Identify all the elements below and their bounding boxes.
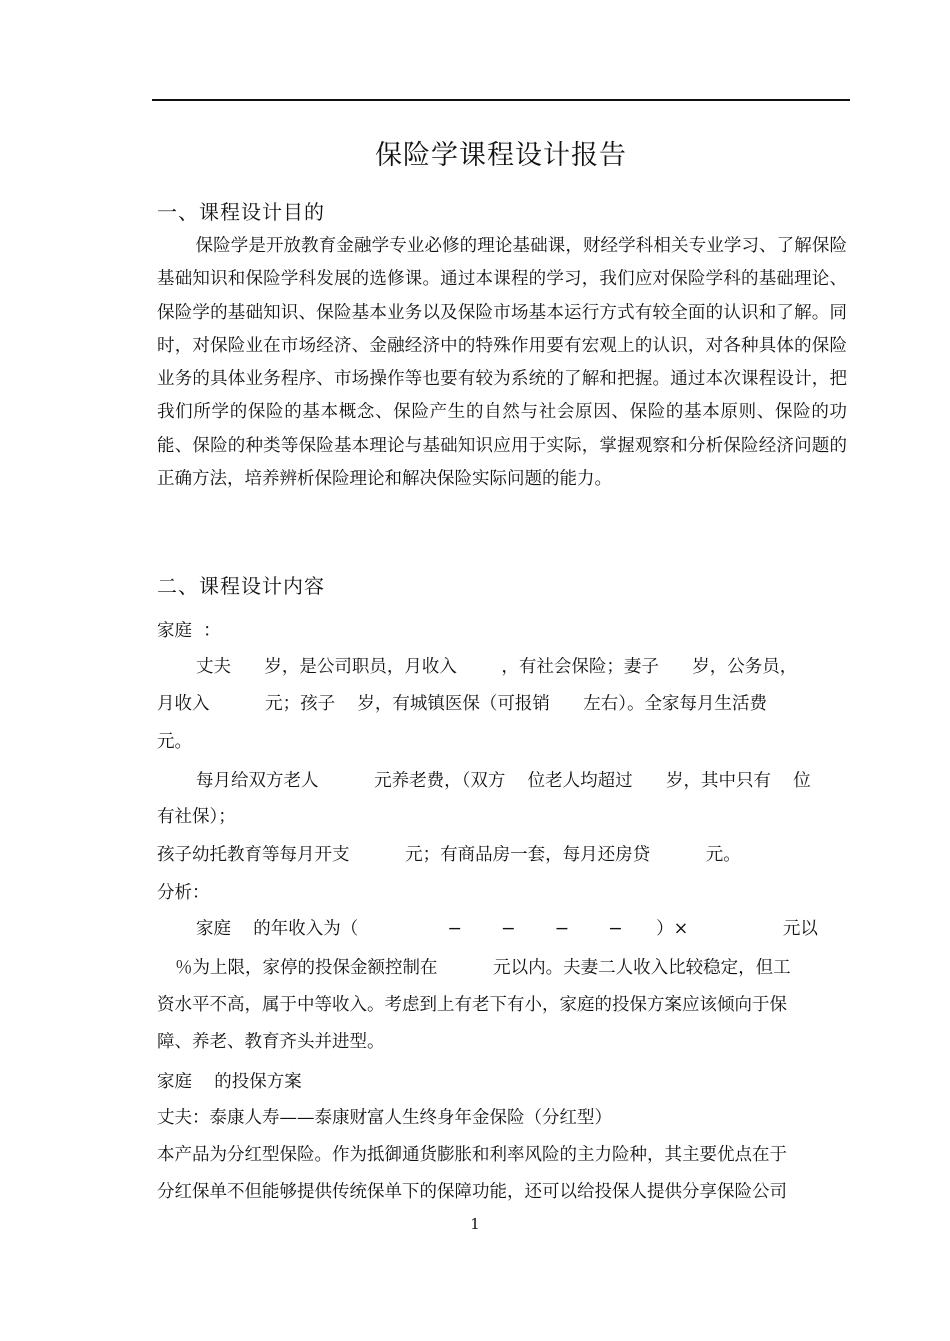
elder-support-line-2: 有社保）； <box>157 807 236 827</box>
plan-label: 家庭 的投保方案 <box>157 1072 302 1092</box>
analysis-line-1: 家庭 的年收入为（ − − − − ）× 元以 <box>196 919 818 939</box>
document-title: 保险学课程设计报告 <box>375 140 627 171</box>
header-rule <box>152 99 850 101</box>
family-line-1: 丈夫 岁，是公司职员，月收入 ，有社会保险；妻子 岁，公务员， <box>196 657 798 677</box>
product-line-2: 分红保单不但能够提供传统保单下的保障功能，还可以给投保人提供分享保险公司 <box>157 1182 787 1202</box>
family-line-3: 元。 <box>157 732 192 752</box>
husband-plan-line: 丈夫：泰康人寿——泰康财富人生终身年金保险（分红型） <box>157 1108 612 1128</box>
analysis-line-2: ％为上限，家停的投保金额控制在 元以内。夫妻二人收入比较稳定，但工 <box>175 958 791 978</box>
elder-support-line-1: 每月给双方老人 元养老费，（双方 位老人均超过 岁，其中只有 位 <box>196 771 811 791</box>
product-line-1: 本产品为分红型保险。作为抵御通货膨胀和利率风险的主力险种，其主要优点在于 <box>157 1145 787 1165</box>
analysis-line-3: 资水平不高，属于中等收入。考虑到上有老下有小，家庭的投保方案应该倾向于保 <box>157 995 787 1015</box>
family-label: 家庭 ： <box>157 621 221 641</box>
child-expense-line: 孩子幼托教育等每月开支 元；有商品房一套，每月还房贷 元。 <box>157 845 741 865</box>
analysis-label: 分析： <box>157 883 210 903</box>
page-number: 1 <box>470 1215 480 1233</box>
section-heading-content: 二、课程设计内容 <box>157 574 325 598</box>
analysis-line-4: 障、养老、教育齐头并进型。 <box>157 1032 385 1052</box>
purpose-paragraph: 保险学是开放教育金融学专业必修的理论基础课，财经学科相关专业学习、了解保险基础知识和保险学科发展的选修课。通过本课程的学习，我们应对保险学科的基础理论、保险学的基础知识、保险基本业务以及保险市场基本运行方式有较全面的认识和了解。同时，对保险业在市场经济、金融经济中的特殊作用要有宏观上的认识，对各种具体的保险业务的具体业务程序、市场操作等也要有较为系统的了解和把握。通过本次课程设计，把我们所学的保险的基本概念、保险产生的自然与社会原因、保险的基本原则、保险的功能、保险的种类等保险基本理论与基础知识应用于实际，掌握观察和分析保险经济问题的正确方法，培养辨析保险理论和解决保险实际问题的能力。 <box>157 236 847 490</box>
section-heading-purpose: 一、课程设计目的 <box>157 200 325 224</box>
family-line-2: 月收入 元；孩子 岁，有城镇医保（可报销 左右）。全家每月生活费 <box>157 694 768 714</box>
